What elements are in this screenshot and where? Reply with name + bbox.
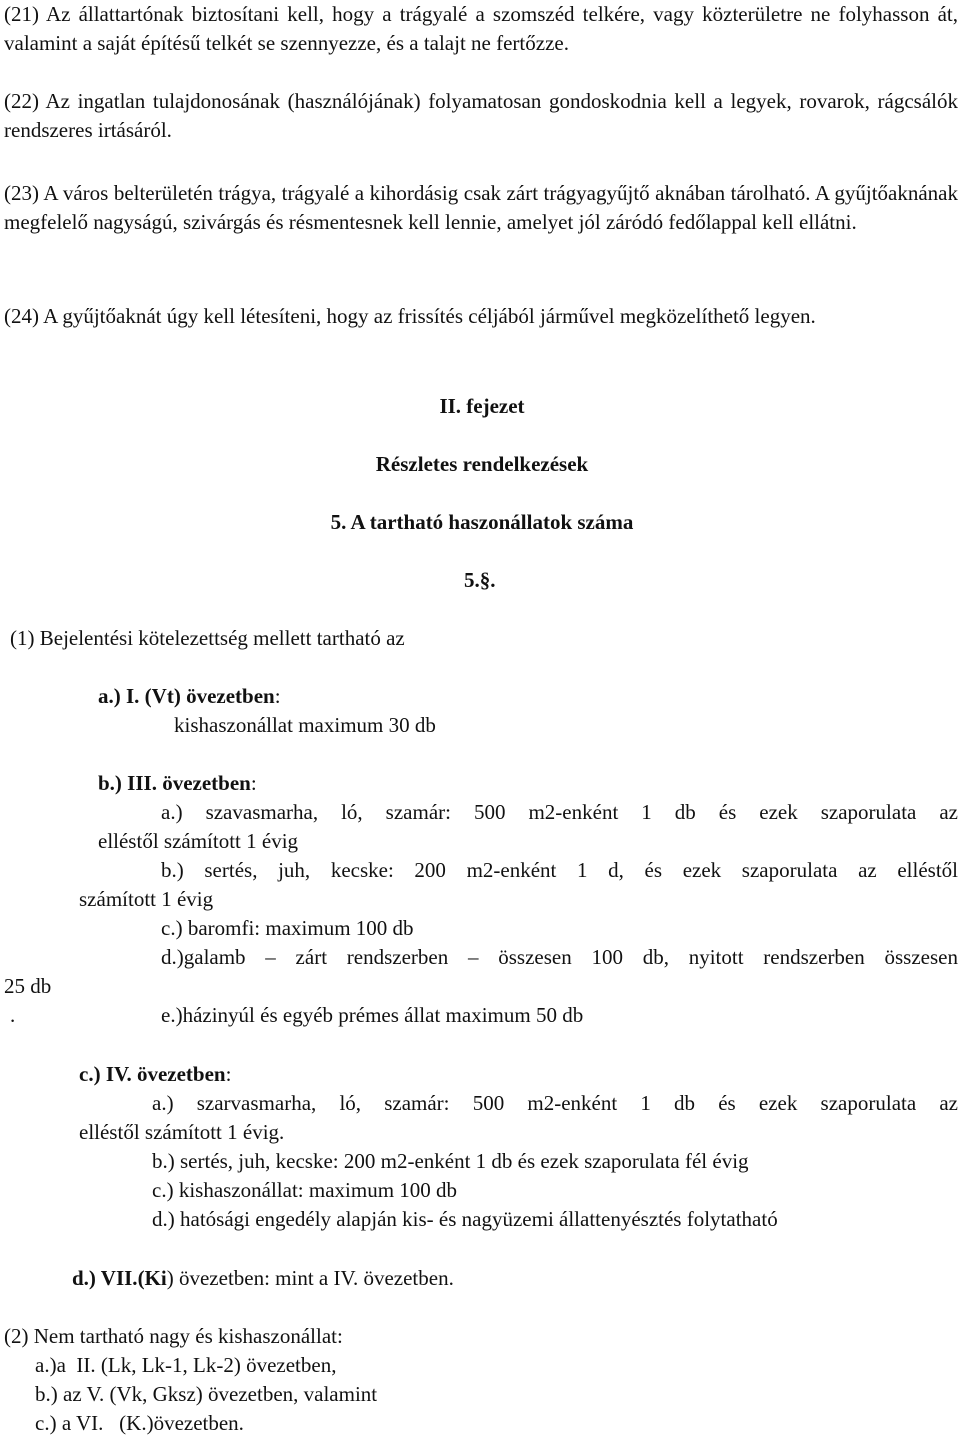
item-d-rest: ) övezetben: mint a IV. övezetben. (166, 1266, 454, 1290)
item-d-zone: (Ki (137, 1266, 167, 1290)
item-a-heading (98, 682, 281, 711)
paragraph-21: (21) Az állattartónak biztosítani kell, hogy a trágyalé a szomszéd telkére, vagy közterületre ne folyhasson át, valamint a saját építésű telkét se szennyezze, és a talajt ne fertőzze. (4, 2, 958, 55)
item-c-b-line: b.) sertés, juh, kecske: 200 m2-enként 1 db és ezek szaporulata fél évig (152, 1149, 749, 1173)
paragraph-22: (22) Az ingatlan tulajdonosának (használójának) folyamatosan gondoskodnia kell a legyek, rovarok, rágcsálók rendszeres irtásáról. (4, 89, 958, 142)
item-b-d-line2: 25 db (4, 974, 52, 998)
item-b-d-line1: d.)galamb – zárt rendszerben – összesen 100 db, nyitott rendszerben összesen (161, 945, 958, 969)
section-2-item-b: b.) az V. (Vk, Gksz) övezetben, valamint (35, 1382, 378, 1406)
chapter-title: Részletes rendelkezések (375, 452, 589, 476)
item-b-heading (98, 769, 257, 798)
item-c-c-line: c.) kishaszonállat: maximum 100 db (152, 1178, 458, 1202)
item-d-label: d.) VII. (72, 1266, 138, 1290)
item-b-b-line1: b.) sertés, juh, kecske: 200 m2-enként 1 d, és ezek szaporulata az elléstől (161, 858, 958, 882)
item-c-d-line: d.) hatósági engedély alapján kis- és nagyüzemi állattenyésztés folytatható (152, 1207, 778, 1231)
item-b-zone: övezetben (162, 771, 251, 795)
item-a-zone: (Vt) övezetben (144, 684, 275, 708)
item-b-a-line1: a.) szavasmarha, ló, szamár: 500 m2-enként 1 db és ezek szaporulata az (161, 800, 958, 824)
item-b-e-line: e.)házinyúl és egyéb prémes állat maximum 50 db (161, 1003, 584, 1027)
item-c-zone: övezetben (136, 1062, 226, 1086)
section-mark: 5.§. (464, 568, 496, 592)
item-c-label: c.) IV. (79, 1062, 132, 1086)
item-b-b-line2: számított 1 évig (79, 887, 214, 911)
item-b-e-dot: . (10, 1003, 16, 1027)
section-title: 5. A tartható haszonállatok száma (330, 510, 634, 534)
section-2-item-a: a.)a II. (Lk, Lk-1, Lk-2) övezetben, (35, 1353, 337, 1377)
item-b-a-line2: elléstől számított 1 évig (98, 829, 299, 853)
chapter-heading: II. fejezet (439, 394, 525, 418)
section-1-intro: (1) Bejelentési kötelezettség mellett tartható az (10, 626, 405, 650)
item-a-line: kishaszonállat maximum 30 db (174, 713, 436, 737)
paragraph-24: (24) A gyűjtőaknát úgy kell létesíteni, hogy az frissítés céljából járművel megközelíthető legyen. (4, 304, 816, 328)
item-c-a-line1: a.) szarvasmarha, ló, szamár: 500 m2-enként 1 db és ezek szaporulata az (152, 1091, 958, 1115)
item-b-label: b.) III. (98, 771, 157, 795)
item-a-label: a.) I. (98, 684, 140, 708)
item-b-colon: : (250, 771, 257, 795)
item-d-line (72, 1264, 454, 1293)
section-2-item-c: c.) a VI. (K.)övezetben. (35, 1411, 244, 1435)
paragraph-23: (23) A város belterületén trágya, trágyalé a kihordásig csak zárt trágyagyűjtő aknában tárolható. A gyűjtőaknának megfelelő nagyságú, szivárgás és résmentesnek kell lennie, amelyet jól záródó fedőlappal kell ellátni. (4, 181, 958, 234)
item-c-colon: : (225, 1062, 232, 1086)
item-c-heading (79, 1060, 231, 1089)
item-a-colon: : (274, 684, 281, 708)
item-b-c-line: c.) baromfi: maximum 100 db (161, 916, 414, 940)
item-c-a-line2: elléstől számított 1 évig. (79, 1120, 285, 1144)
section-2-intro: (2) Nem tartható nagy és kishaszonállat: (4, 1324, 343, 1348)
